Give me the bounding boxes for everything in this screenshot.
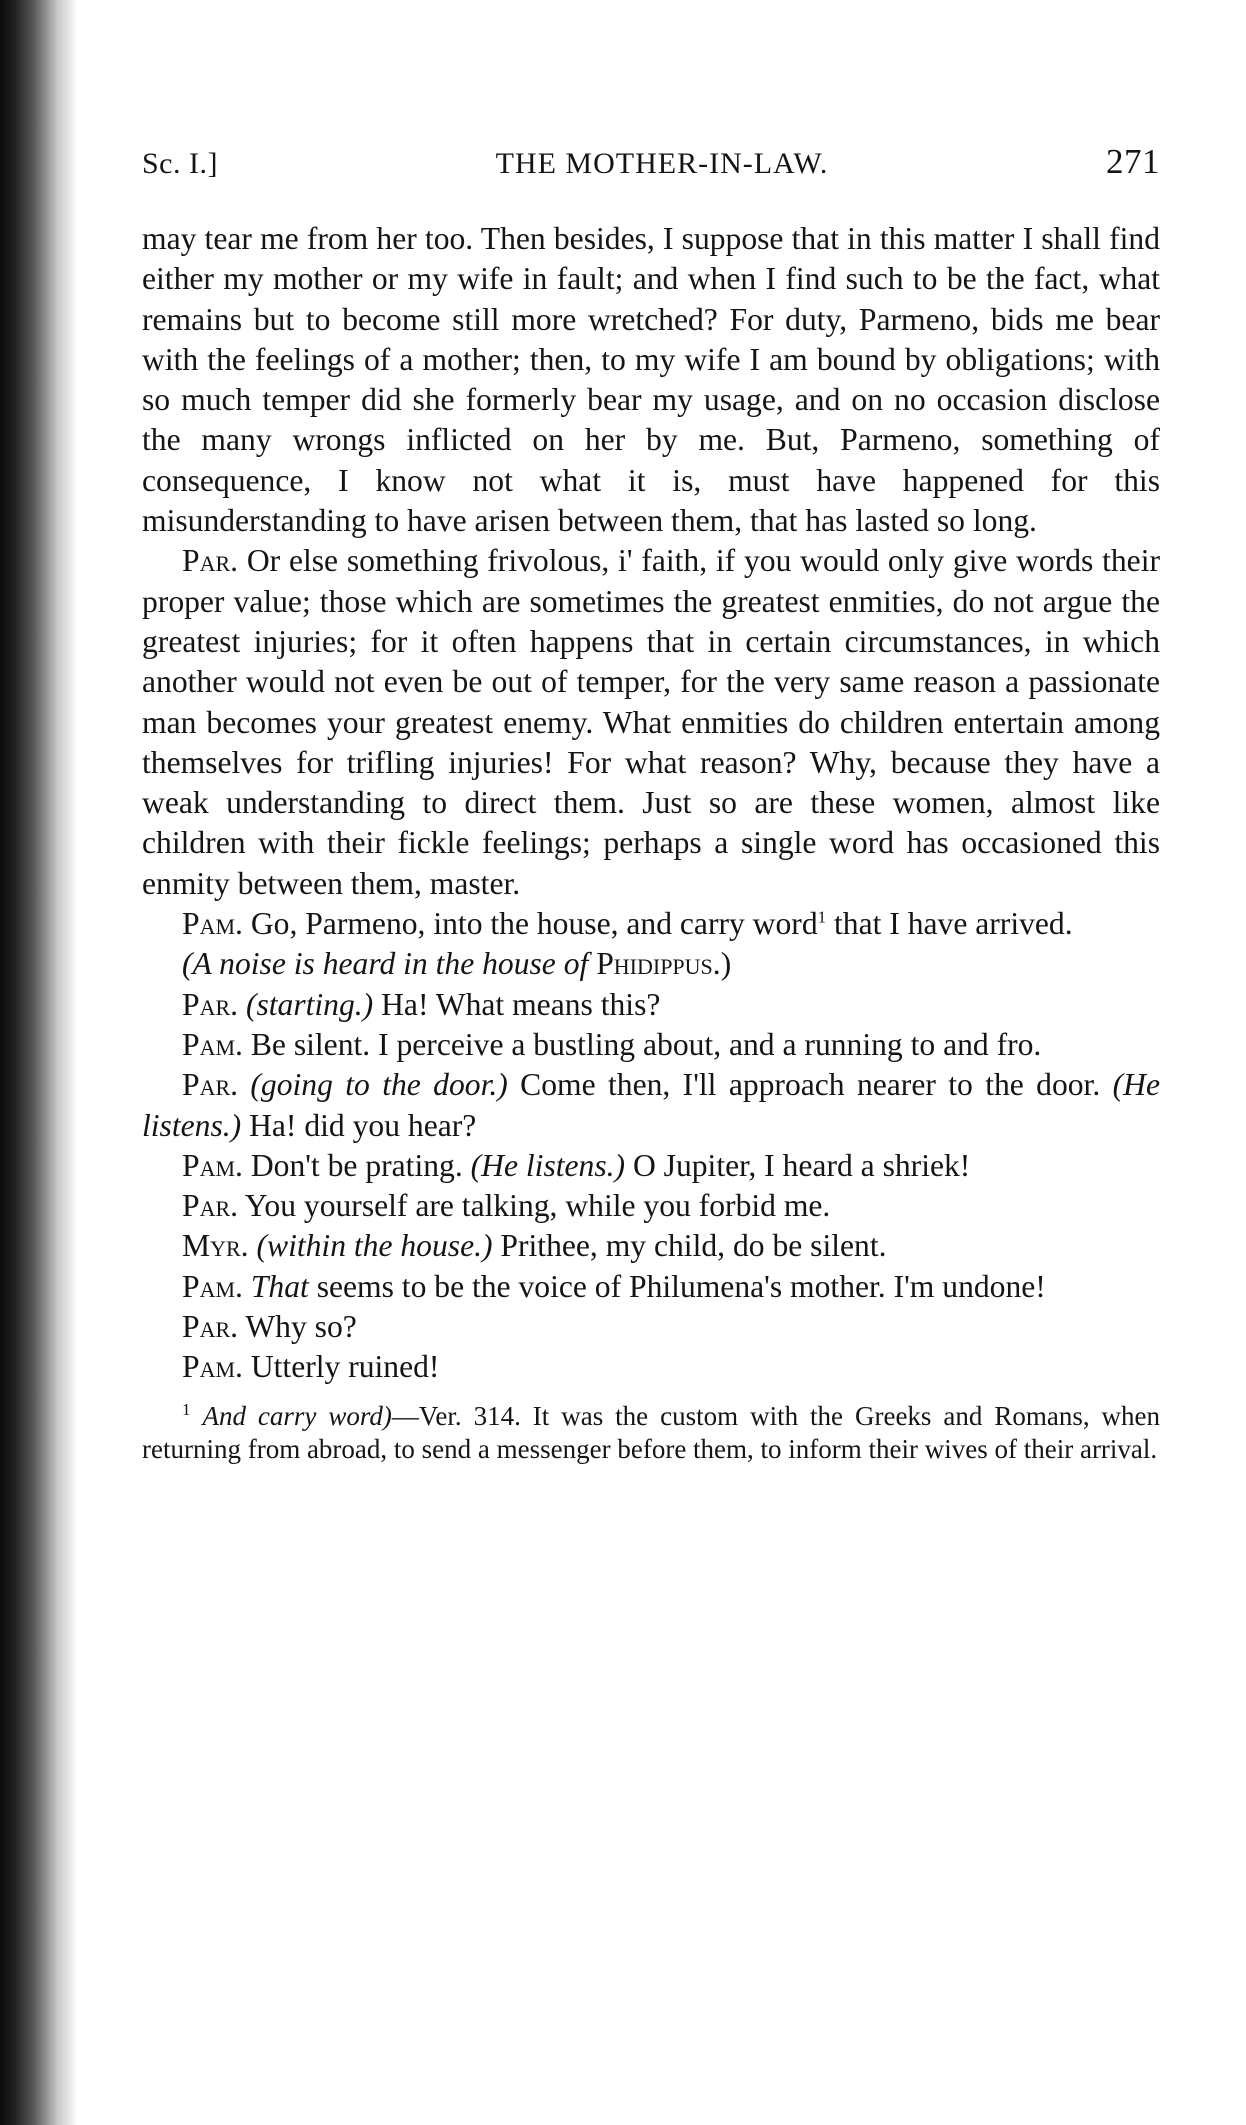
stage-direction-text: (within the house.) <box>256 1228 493 1264</box>
speech-text: You yourself are talking, while you forbid me. <box>244 1188 831 1224</box>
stage-direction-close: .) <box>712 946 732 982</box>
book-gutter-shadow <box>0 0 78 2125</box>
speech-text: O Jupiter, I heard a shriek! <box>632 1147 971 1183</box>
speaker-name: Pam. <box>182 1147 243 1183</box>
speaker-name: Par. <box>182 1309 239 1345</box>
speaker-name: Par. <box>182 1067 239 1103</box>
speech-pamphilus-2 <box>142 1025 1160 1065</box>
speech-pamphilus-4 <box>142 1267 1160 1307</box>
stage-direction-text: (starting.) <box>245 986 374 1022</box>
stage-direction-text: (He listens.) <box>142 1067 1160 1143</box>
stage-direction-text: (going to the door.) <box>250 1067 508 1103</box>
speech-pamphilus-1 <box>142 904 1160 944</box>
stage-direction-text: (A noise is heard in the house of <box>182 946 597 982</box>
speaker-name: Pam. <box>182 906 243 942</box>
speech-text: that I have arrived. <box>826 906 1073 942</box>
page-number: 271 <box>1106 142 1160 181</box>
speech-text: Ha! What means this? <box>381 986 661 1022</box>
speaker-name: Par. <box>182 986 239 1022</box>
speech-parmeno-5 <box>142 1307 1160 1347</box>
character-name: Phidippus <box>596 946 713 982</box>
speech-text: Go, Parmeno, into the house, and carry word <box>250 906 818 942</box>
speech-text: Ha! did you hear? <box>249 1107 477 1143</box>
speech-text: Why so? <box>245 1309 357 1345</box>
speech-text: Or else something frivolous, i' faith, if you would only give words their proper value; those which are sometimes the greatest enmities, do not argue the greatest injuries; for it often happens that in certain circumstances, in which another would not even be out of temper, for the very same reason a passionate man becomes your greatest enemy. What enmities do children entertain among themselves for trifling injuries! For what reason? Why, because they have a weak understanding to direct them. Just so are these women, almost like children with their fickle feelings; perhaps a single word has occasioned this enmity between them, master. <box>142 543 1160 901</box>
running-header <box>142 142 1160 190</box>
stage-direction-text: (He listens.) <box>470 1147 626 1183</box>
speaker-name: Pam. <box>182 1026 243 1062</box>
speech-text: Prithee, my child, do be silent. <box>500 1228 887 1264</box>
emphasis-text: That <box>250 1268 309 1304</box>
speaker-name: Par. <box>182 543 239 579</box>
speech-text: Utterly ruined! <box>250 1349 440 1385</box>
speech-myrrhina <box>142 1226 1160 1266</box>
book-page <box>142 142 1160 1466</box>
speech-text: Be silent. I perceive a bustling about, and a running to and fro. <box>250 1026 1042 1062</box>
speaker-name: Pam. <box>182 1349 243 1385</box>
speech-parmeno-2 <box>142 985 1160 1025</box>
paragraph-pamphilus-continued: may tear me from her too. Then besides, I suppose that in this matter I shall find either my mother or my wife in fault; and when I find such to be the fact, what remains but to become still more wretched? For duty, Parmeno, bids me bear with the feelings of a mother; then, to my wife I am bound by obligations; with so much temper did she formerly bear my usage, and on no occasion disclose the many wrongs inflicted on her by me. But, Parmeno, something of consequence, I know not what it is, must have happened for this misunderstanding to have arisen between them, that has lasted so long. <box>142 221 1160 539</box>
speaker-name: Par. <box>182 1188 239 1224</box>
speech-pamphilus-3 <box>142 1146 1160 1186</box>
scene-marker: Sc. I.] <box>142 147 218 180</box>
speech-text: seems to be the voice of Philumena's mother. I'm undone! <box>316 1268 1046 1304</box>
speaker-name: Myr. <box>182 1228 249 1264</box>
speaker-name: Pam. <box>182 1268 243 1304</box>
footnote-reference: 1 <box>817 907 827 927</box>
speech-parmeno-4 <box>142 1186 1160 1226</box>
play-text <box>142 219 1160 1388</box>
speech-parmeno-3 <box>142 1065 1160 1146</box>
stage-direction <box>142 944 1160 984</box>
speech-text: Come then, I'll approach nearer to the door. <box>520 1067 1101 1103</box>
footnote <box>142 1400 1160 1466</box>
speech-parmeno-1 <box>142 541 1160 904</box>
running-title: THE MOTHER-IN-LAW. <box>495 147 829 180</box>
speech-pamphilus-5 <box>142 1347 1160 1387</box>
footnote-mark: 1 <box>182 1399 191 1419</box>
footnote-text: —Ver. 314. It was the custom with the Greeks and Romans, when returning from abroad, to send a messenger before them, to inform their wives of their arrival. <box>142 1400 1161 1464</box>
footnote-reference-text: And carry word) <box>202 1400 392 1431</box>
speech-text: Don't be prating. <box>250 1147 463 1183</box>
